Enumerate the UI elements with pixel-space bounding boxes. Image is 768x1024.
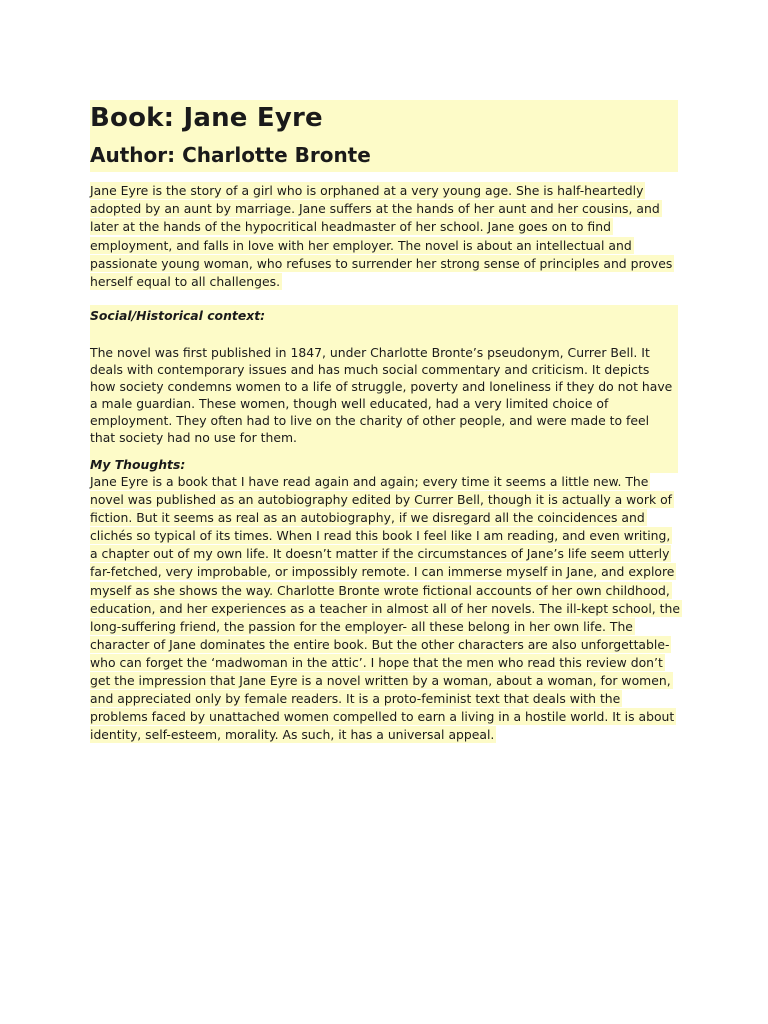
intro-paragraph [90, 182, 678, 291]
context-heading: Social/Historical context: [90, 308, 266, 323]
context-section [90, 305, 678, 473]
thoughts-paragraph [90, 473, 680, 744]
thoughts-heading: My Thoughts: [90, 457, 186, 472]
book-title: Book: Jane Eyre [90, 103, 323, 133]
intro-text: Jane Eyre is the story of a girl who is orphaned at a very young age. She is half-heartedly adopted by an aunt by marriage. Jane suffers at the hands of her aunt and her cousins, and later at the hands of the hypocritical headmaster of her school. Jane goes on to find employment, and falls in love with her employer. The novel is about an intellectual and passionate young woman, who refuses to surrender her strong sense of principles and proves herself equal to all challenges. [90, 183, 673, 290]
document-page [90, 100, 680, 743]
title-block [90, 100, 678, 172]
thoughts-text: Jane Eyre is a book that I have read again and again; every time it seems a little new. The novel was published as an autobiography edited by Currer Bell, though it is actually a work of fiction. But it seems as real as an autobiography, if we disregard all the coincidences and clichés so typical of its times. When I read this book I feel like I am reading, and even writing, a chapter out of my own life. It doesn’t matter if the circumstances of Jane’s life seem utterly far-fetched, very improbable, or impossibly remote. I can immerse myself in Jane, and explore myself as she shows the way. Charlotte Bronte wrote fictional accounts of her own childhood, education, and her experiences as a teacher in almost all of her novels. The ill-kept school, the long-suffering friend, the passion for the employer- all these belong in her own life. The character of Jane dominates the entire book. But the other characters are also unforgettable- who can forget the ‘madwoman in the attic’. I hope that the men who read this review don’t get the impression that Jane Eyre is a novel written by a woman, about a woman, for women, and appreciated only by female readers. It is a proto-feminist text that deals with the problems faced by unattached women compelled to earn a living in a hostile world. It is about identity, self-esteem, morality. As such, it has a universal appeal. [90, 474, 680, 743]
intro-section [90, 182, 678, 291]
thoughts-section [90, 473, 680, 744]
author-title: Author: Charlotte Bronte [90, 143, 371, 167]
context-paragraph: The novel was first published in 1847, under Charlotte Bronte’s pseudonym, Currer Bell. It deals with contemporary issues and has much social commentary and criticism. It depicts how society condemns women to a life of struggle, poverty and loneliness if they do not have a male guardian. These women, though well educated, had a very limited choice of employment. They often had to live on the charity of other people, and were made to feel that society had no use for them. [90, 345, 673, 445]
